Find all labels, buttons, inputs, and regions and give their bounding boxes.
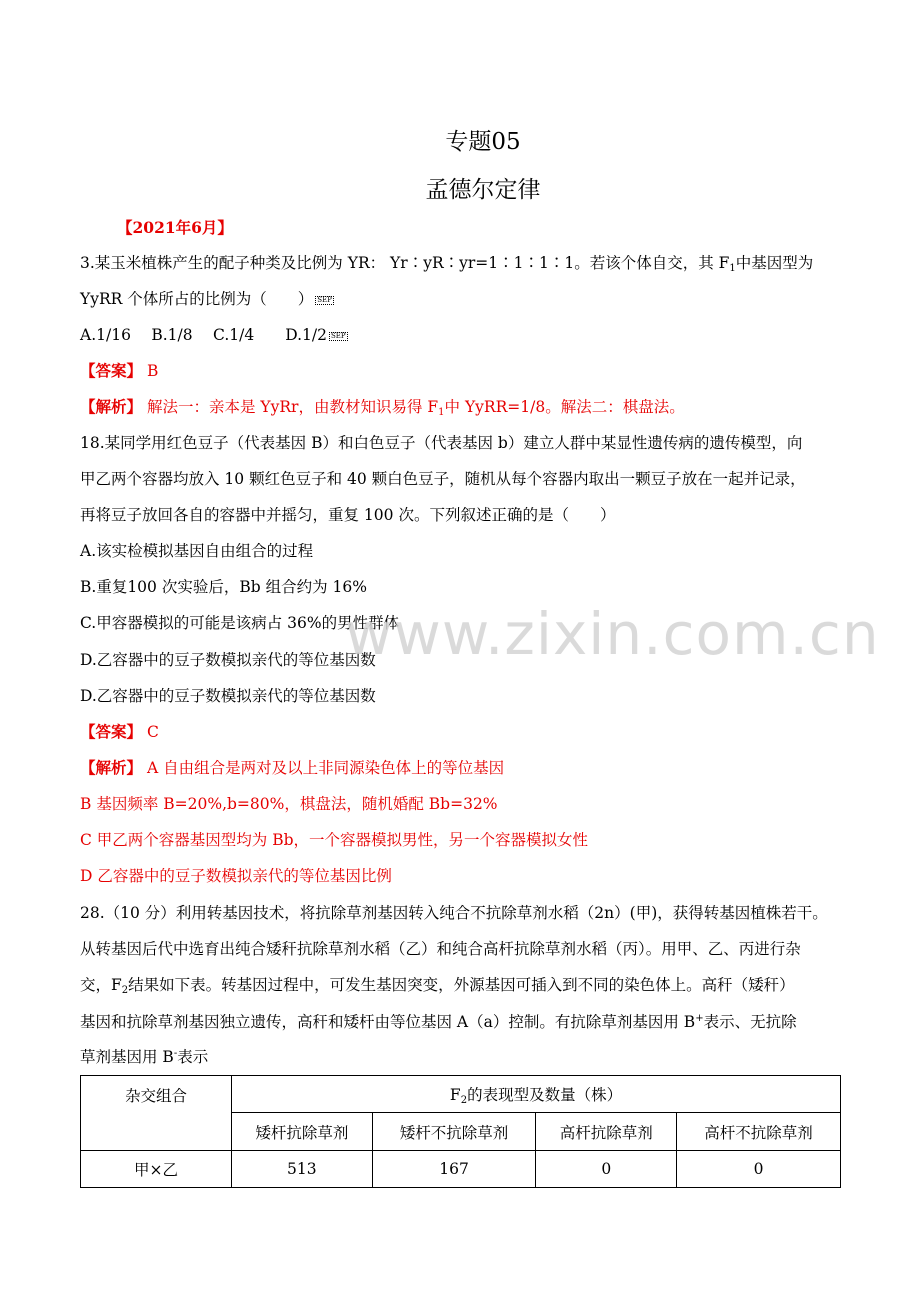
q3-stem-text-c: YyRR 个体所占的比例为（ ）	[80, 290, 314, 308]
doc-title: 专题05	[445, 129, 521, 155]
q18-analysis-d: D 乙容器中的豆子数模拟亲代的等位基因比例	[80, 867, 392, 885]
q3-answer-label: 【答案】	[80, 361, 143, 380]
q28-stem-line4	[80, 1012, 797, 1032]
cross-cell: 甲×乙	[81, 1151, 232, 1188]
q18-option-d: D.乙容器中的豆子数模拟亲代的等位基因数	[80, 651, 376, 669]
doc-subtitle: 孟德尔定律	[425, 177, 541, 203]
sep-mark-icon: SEP	[317, 295, 332, 304]
table-header-row	[81, 1076, 841, 1113]
column-header: 矮杆不抗除草剂	[372, 1113, 536, 1151]
q28-stem-line5-a: 草剂基因用 B	[80, 1048, 174, 1066]
q3-answer-value: B	[146, 362, 159, 380]
q3-analysis	[80, 397, 685, 417]
q3-options-text: A.1/16 B.1/8 C.1/4 D.1/2	[80, 326, 327, 344]
q18-option-b: B.重复100 次实验后，Bb 组合约为 16%	[80, 578, 367, 596]
q18-option-d-duplicate: D.乙容器中的豆子数模拟亲代的等位基因数	[80, 687, 376, 705]
q3-stem-text-a: 3.某玉米植株产生的配子种类及比例为 YR： Yr∶yR∶yr=1∶1∶1∶1。若该个体自交，其 F	[80, 254, 730, 272]
group-header-subscript: 2	[460, 1095, 468, 1106]
q18-option-c: C.甲容器模拟的可能是该病占 36%的男性群体	[80, 614, 400, 632]
q28-stem-line5-b: 表示	[177, 1048, 209, 1066]
value-cell: 0	[677, 1151, 841, 1188]
f2-results-table	[80, 1075, 841, 1188]
q28-stem-line4-a: 基因和抗除草剂基因独立遗传，高秆和矮杆由等位基因 A（a）控制。有抗除草剂基因用 B	[80, 1013, 696, 1031]
q28-stem-line3-a: 交，F	[80, 976, 122, 994]
column-header: 矮杆抗除草剂	[232, 1113, 373, 1151]
table-group-header	[232, 1076, 841, 1113]
table-row	[81, 1151, 841, 1188]
q18-stem-line1: 18.某同学用红色豆子（代表基因 B）和白色豆子（代表基因 b）建立人群中某显性遗传病的遗传模型，向	[80, 434, 803, 452]
q3-analysis-subscript: 1	[438, 407, 445, 418]
q18-analysis-c: C 甲乙两个容器基因型均为 Bb，一个容器模拟男性，另一个容器模拟女性	[80, 831, 589, 849]
value-cell: 0	[536, 1151, 677, 1188]
q28-stem-line4-b: 表示、无抗除	[703, 1013, 797, 1031]
q28-stem-line3	[80, 975, 795, 995]
q28-superscript-minus: -	[173, 1048, 178, 1059]
q28-stem-line1: 28.（10 分）利用转基因技术，将抗除草剂基因转入纯合不抗除草剂水稻（2n）(甲)，获得转基因植株若干。	[80, 904, 828, 922]
q18-answer-value: C	[146, 723, 159, 741]
q3-analysis-text-a: 解法一：亲本是 YyRr，由教材知识易得 F	[146, 398, 439, 416]
q3-analysis-text-b: 中 YyRR=1/8。解法二：棋盘法。	[444, 398, 685, 416]
q3-options	[80, 325, 348, 345]
q28-superscript-plus: +	[695, 1013, 704, 1024]
q18-option-a: A.该实检模拟基因自由组合的过程	[80, 542, 314, 560]
q28-stem-line2: 从转基因后代中选育出纯合矮秆抗除草剂水稻（乙）和纯合高杆抗除草剂水稻（丙）。用甲、乙、丙进行杂	[80, 940, 801, 958]
column-header: 高杆不抗除草剂	[677, 1113, 841, 1151]
group-header-text-b: 的表现型及数量（株）	[467, 1086, 623, 1104]
q18-analysis-label: 【解析】	[80, 758, 143, 777]
q28-stem-subscript: 2	[121, 985, 129, 996]
value-cell: 167	[372, 1151, 536, 1188]
group-header-text-a: F	[449, 1086, 461, 1104]
table-corner-cell: 杂交组合	[81, 1076, 232, 1151]
q28-stem-line5	[80, 1047, 208, 1067]
q18-answer	[80, 722, 159, 742]
sep-mark-icon: SEP	[330, 331, 346, 340]
q18-analysis-b: B 基因频率 B=20%,b=80%，棋盘法，随机婚配 Bb=32%	[80, 795, 498, 813]
value-cell: 513	[232, 1151, 373, 1188]
column-header: 高杆抗除草剂	[536, 1113, 677, 1151]
q3-answer	[80, 361, 158, 381]
q3-stem-subscript: 1	[729, 263, 736, 274]
q18-answer-label: 【答案】	[80, 722, 143, 741]
q3-stem-text-b: 中基因型为	[735, 254, 814, 272]
q18-stem-line2: 甲乙两个容器均放入 10 颗红色豆子和 40 颗白色豆子，随机从每个容器内取出一颗豆子放在一起并记录，	[80, 470, 806, 488]
q18-stem-line3: 再将豆子放回各自的容器中并摇匀，重复 100 次。下列叙述正确的是（ ）	[80, 506, 616, 524]
date-tag: 【2021年6月】	[117, 218, 233, 237]
q28-stem-line3-b: 结果如下表。转基因过程中，可发生基因突变，外源基因可插入到不同的染色体上。高秆（矮秆）	[128, 976, 795, 994]
watermark: www.zixin.com.cn	[345, 600, 880, 668]
q18-analysis-a: A 自由组合是两对及以上非同源染色体上的等位基因	[146, 759, 505, 777]
q3-analysis-label: 【解析】	[80, 397, 143, 416]
q18-analysis	[80, 758, 504, 778]
q3-stem-line2	[80, 289, 334, 309]
q3-stem-line1	[80, 253, 813, 273]
